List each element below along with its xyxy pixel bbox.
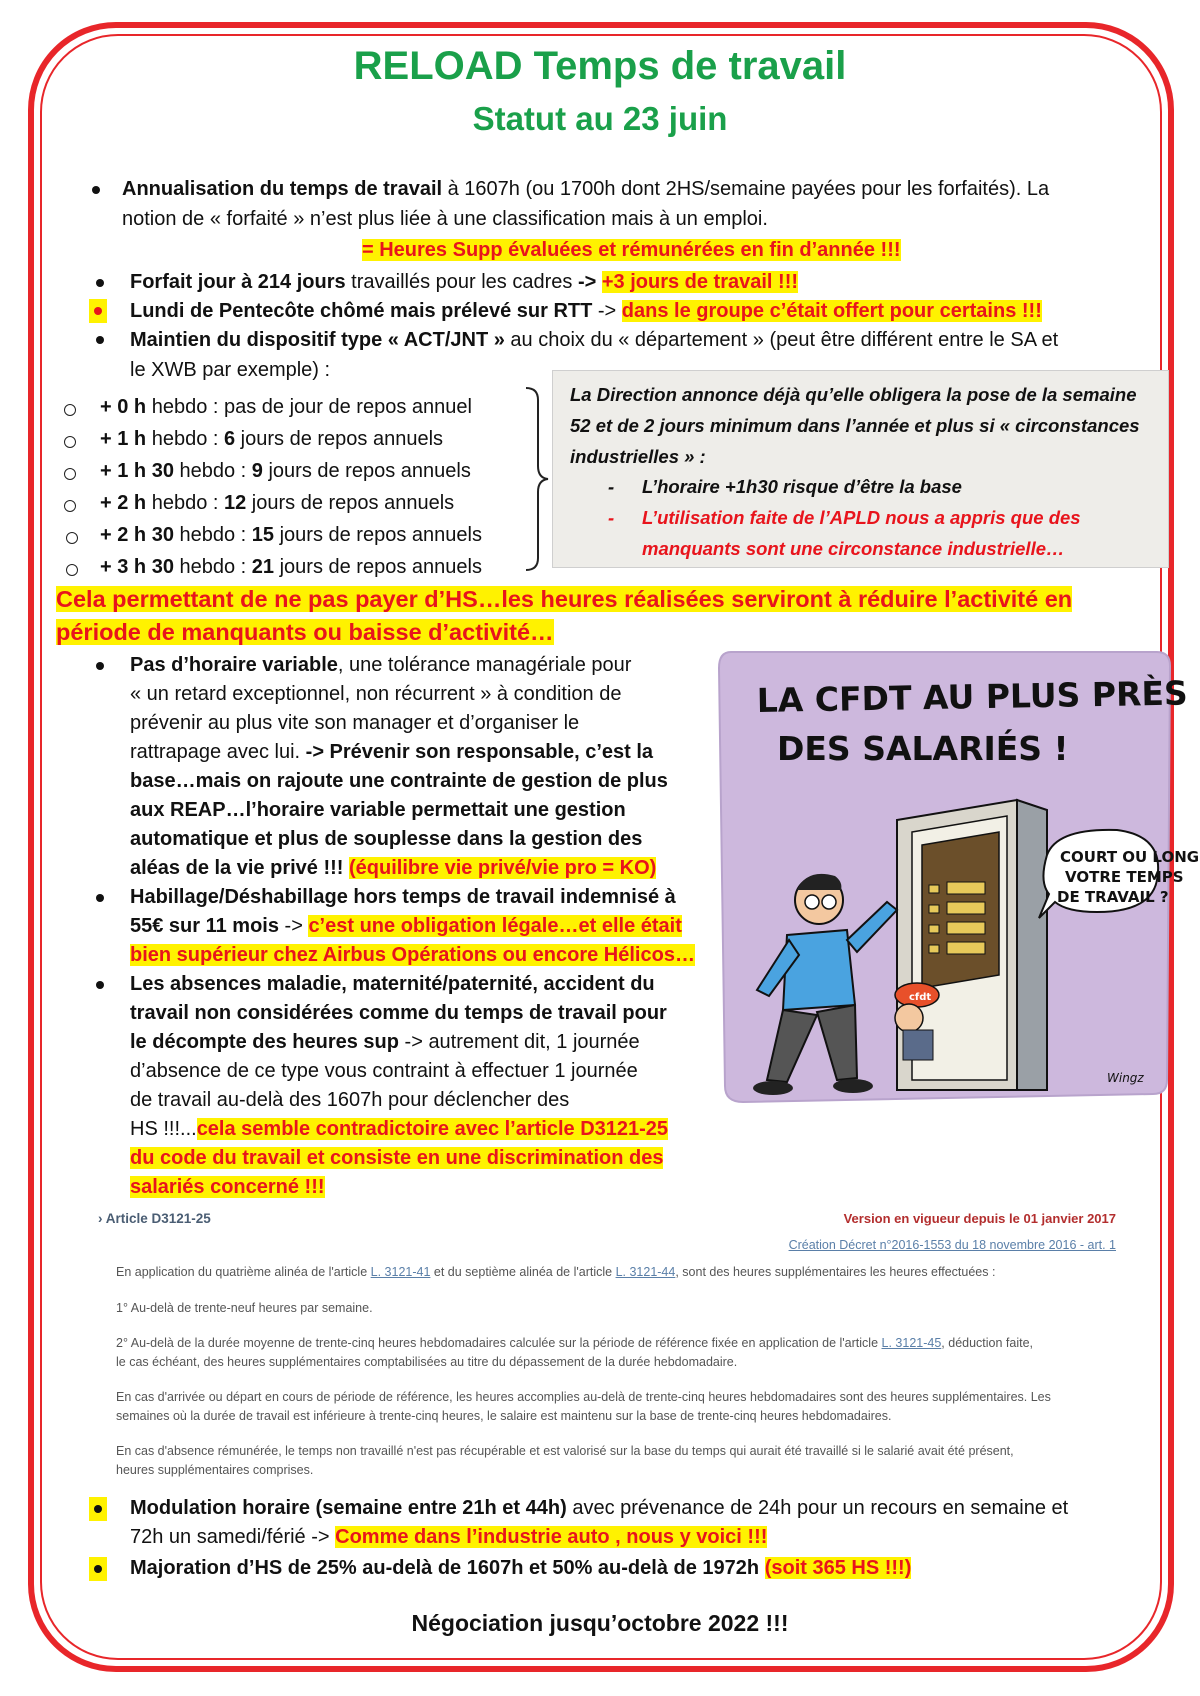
big-red-line2: période de manquants ou baisse d’activité… xyxy=(56,619,554,645)
absences-l4: d’absence de ce type vous contraint à effectuer 1 journée xyxy=(130,1060,638,1082)
big-red-line1: Cela permettant de ne pas payer d’HS…les heures réalisées serviront à réduire l’activité en xyxy=(56,586,1073,612)
forfait-jour-line: Forfait jour à 214 jours travaillés pour les cadres -> +3 jours de travail !!! xyxy=(130,271,799,293)
article-item-1: 1° Au-delà de trente-neuf heures par semaine. xyxy=(116,1301,373,1315)
modulation-l1: Modulation horaire (semaine entre 21h et 44h) avec prévenance de 24h pour un recours en semaine et xyxy=(130,1497,1069,1519)
option-circle-icon xyxy=(64,436,76,448)
heures-supp-highlight: = Heures Supp évaluées et rémunérées en fin d’année !!! xyxy=(362,239,901,261)
article-d3121-25 xyxy=(92,1205,1122,1477)
horaire-variable-l7: automatique et plus de souplesse dans la gestion des xyxy=(130,828,643,850)
option-circle-icon xyxy=(64,500,76,512)
article-item-2-cont: le cas échéant, des heures supplémentaires comptabilisées au titre du dépassement de la durée hebdomadaire. xyxy=(116,1355,738,1369)
repos-option: + 3 h 30 hebdo : 21 jours de repos annuels xyxy=(100,556,482,578)
absences-l2: travail non considérées comme du temps de travail pour xyxy=(130,1002,667,1024)
act-jnt-line1: Maintien du dispositif type « ACT/JNT » au choix du « département » (peut être différent entre le SA et xyxy=(130,329,1059,351)
pentecote-line: Lundi de Pentecôte chômé mais prélevé sur RTT -> dans le groupe c’était offert pour certains !!! xyxy=(130,300,1042,322)
bullet-dot xyxy=(96,662,104,670)
option-circle-icon xyxy=(64,468,76,480)
direction-callout: La Direction annonce déjà qu’elle obligera la pose de la semaine 52 et de 2 jours minimum dans l’année et plus si « circonstances industrielles » : - L’horaire +1h30 risque d’être la base - L’utilisation faite de l’APLD nous a appris que des manquants sont une circonstance industrielle… xyxy=(552,370,1169,568)
annualisation-line2: notion de « forfaité » n’est plus liée à une classification mais à un emploi. xyxy=(122,208,768,230)
article-par-4b: heures supplémentaires comprises. xyxy=(116,1463,314,1477)
article-creation-link[interactable]: Création Décret n°2016-1553 du 18 novembre 2016 - art. 1 xyxy=(788,1238,1116,1252)
repos-option: + 0 h hebdo : pas de jour de repos annuel xyxy=(100,396,472,418)
cartoon-illustration xyxy=(717,650,1200,1110)
horaire-variable-l8: aléas de la vie privé !!! (équilibre vie privé/vie pro = KO) xyxy=(130,857,657,879)
bullet-dot xyxy=(96,336,104,344)
act-jnt-line2: le XWB par exemple) : xyxy=(130,359,331,381)
horaire-variable-l1: Pas d’horaire variable, une tolérance managériale pour xyxy=(130,654,632,676)
majoration-line: Majoration d’HS de 25% au-delà de 1607h et 50% au-delà de 1972h (soit 365 HS !!!) xyxy=(130,1557,912,1579)
habillage-l3: bien supérieur chez Airbus Opérations ou encore Hélicos… xyxy=(130,944,695,966)
repos-option: + 1 h hebdo : 6 jours de repos annuels xyxy=(100,428,444,450)
bullet-dot xyxy=(92,186,100,194)
absences-l7: du code du travail et consiste en une discrimination des xyxy=(130,1147,664,1169)
horaire-variable-l2: « un retard exceptionnel, non récurrent » à condition de xyxy=(130,683,622,705)
absences-l3: le décompte des heures sup -> autrement dit, 1 journée xyxy=(130,1031,640,1053)
repos-option: + 2 h 30 hebdo : 15 jours de repos annuels xyxy=(100,524,482,546)
option-circle-icon xyxy=(66,532,78,544)
bullet-dot xyxy=(96,279,104,287)
brace-icon xyxy=(524,386,550,572)
bullet-dot xyxy=(96,981,104,989)
absences-l5: de travail au-delà des 1607h pour déclencher des xyxy=(130,1089,570,1111)
article-intro: En application du quatrième alinéa de l'article L. 3121-41 et du septième alinéa de l'article L. 3121-44, sont des heures supplémentaires les heures effectuées : xyxy=(116,1265,996,1279)
footer-negociation: Négociation jusqu’octobre 2022 !!! xyxy=(411,1610,789,1636)
cfdt-cartoon xyxy=(717,650,1200,1110)
option-circle-icon xyxy=(64,404,76,416)
absences-l1: Les absences maladie, maternité/paternité, accident du xyxy=(130,973,655,995)
annualisation-line1: Annualisation du temps de travail à 1607h (ou 1700h dont 2HS/semaine payées pour les forfaités). La xyxy=(122,178,1050,200)
article-par-4a: En cas d'absence rémunérée, le temps non travaillé n'est pas récupérable et est valorisé sur la base du temps qui aurait été travaillé si le salarié avait été présent, xyxy=(116,1444,1014,1458)
page-title: RELOAD Temps de travail xyxy=(353,44,847,88)
horaire-variable-l5: base…mais on rajoute une contrainte de gestion de plus xyxy=(130,770,668,792)
bullet-dot xyxy=(96,894,104,902)
artist-signature: Wingz xyxy=(1107,1071,1144,1085)
habillage-l2: 55€ sur 11 mois -> c’est une obligation légale…et elle était xyxy=(130,915,682,937)
horaire-variable-l6: aux REAP…l’horaire variable permettait une gestion xyxy=(130,799,626,821)
cap-logo: cfdt xyxy=(909,992,932,1003)
page-subtitle: Statut au 23 juin xyxy=(472,100,728,137)
bubble-line-1: COURT OU LONG xyxy=(1060,848,1200,866)
cartoon-headline-1: LA CFDT AU PLUS PRÈS xyxy=(756,673,1189,720)
article-heading[interactable]: › Article D3121-25 xyxy=(98,1211,211,1226)
horaire-variable-l4: rattrapage avec lui. -> Prévenir son responsable, c’est la xyxy=(130,741,654,763)
cartoon-headline-2: DES SALARIÉS ! xyxy=(777,729,1069,768)
absences-l8: salariés concerné !!! xyxy=(130,1176,325,1198)
article-item-2: 2° Au-delà de la durée moyenne de trente-cinq heures hebdomadaires calculée sur la période de référence fixée en application de l'article L. 3121-45, déduction faite, xyxy=(116,1336,1034,1350)
repos-option: + 1 h 30 hebdo : 9 jours de repos annuels xyxy=(100,460,471,482)
bubble-line-3: DE TRAVAIL ? xyxy=(1057,888,1169,906)
horaire-variable-l3: prévenir au plus vite son manager et d’organiser le xyxy=(130,712,580,734)
modulation-l2: 72h un samedi/férié -> Comme dans l’industrie auto , nous y voici !!! xyxy=(130,1526,768,1548)
bullet-dot xyxy=(94,307,102,315)
article-par-3b: semaines où la durée de travail est inférieure à trente-cinq heures, le salaire est maintenu sur la base de trente-cinq heures hebdomadaires. xyxy=(116,1409,892,1423)
bullet-dot xyxy=(94,1565,102,1573)
bubble-line-2: VOTRE TEMPS xyxy=(1065,868,1184,886)
absences-l6: HS !!!...cela semble contradictoire avec l’article D3121-25 xyxy=(130,1118,669,1140)
bullet-dot xyxy=(94,1505,102,1513)
article-par-3a: En cas d'arrivée ou départ en cours de période de référence, les heures accomplies au-delà de trente-cinq heures hebdomadaires sont des heures supplémentaires. Les xyxy=(116,1390,1051,1404)
option-circle-icon xyxy=(66,564,78,576)
repos-option: + 2 h hebdo : 12 jours de repos annuels xyxy=(100,492,455,514)
habillage-l1: Habillage/Déshabillage hors temps de travail indemnisé à xyxy=(130,886,676,908)
article-version: Version en vigueur depuis le 01 janvier 2017 xyxy=(843,1211,1116,1226)
